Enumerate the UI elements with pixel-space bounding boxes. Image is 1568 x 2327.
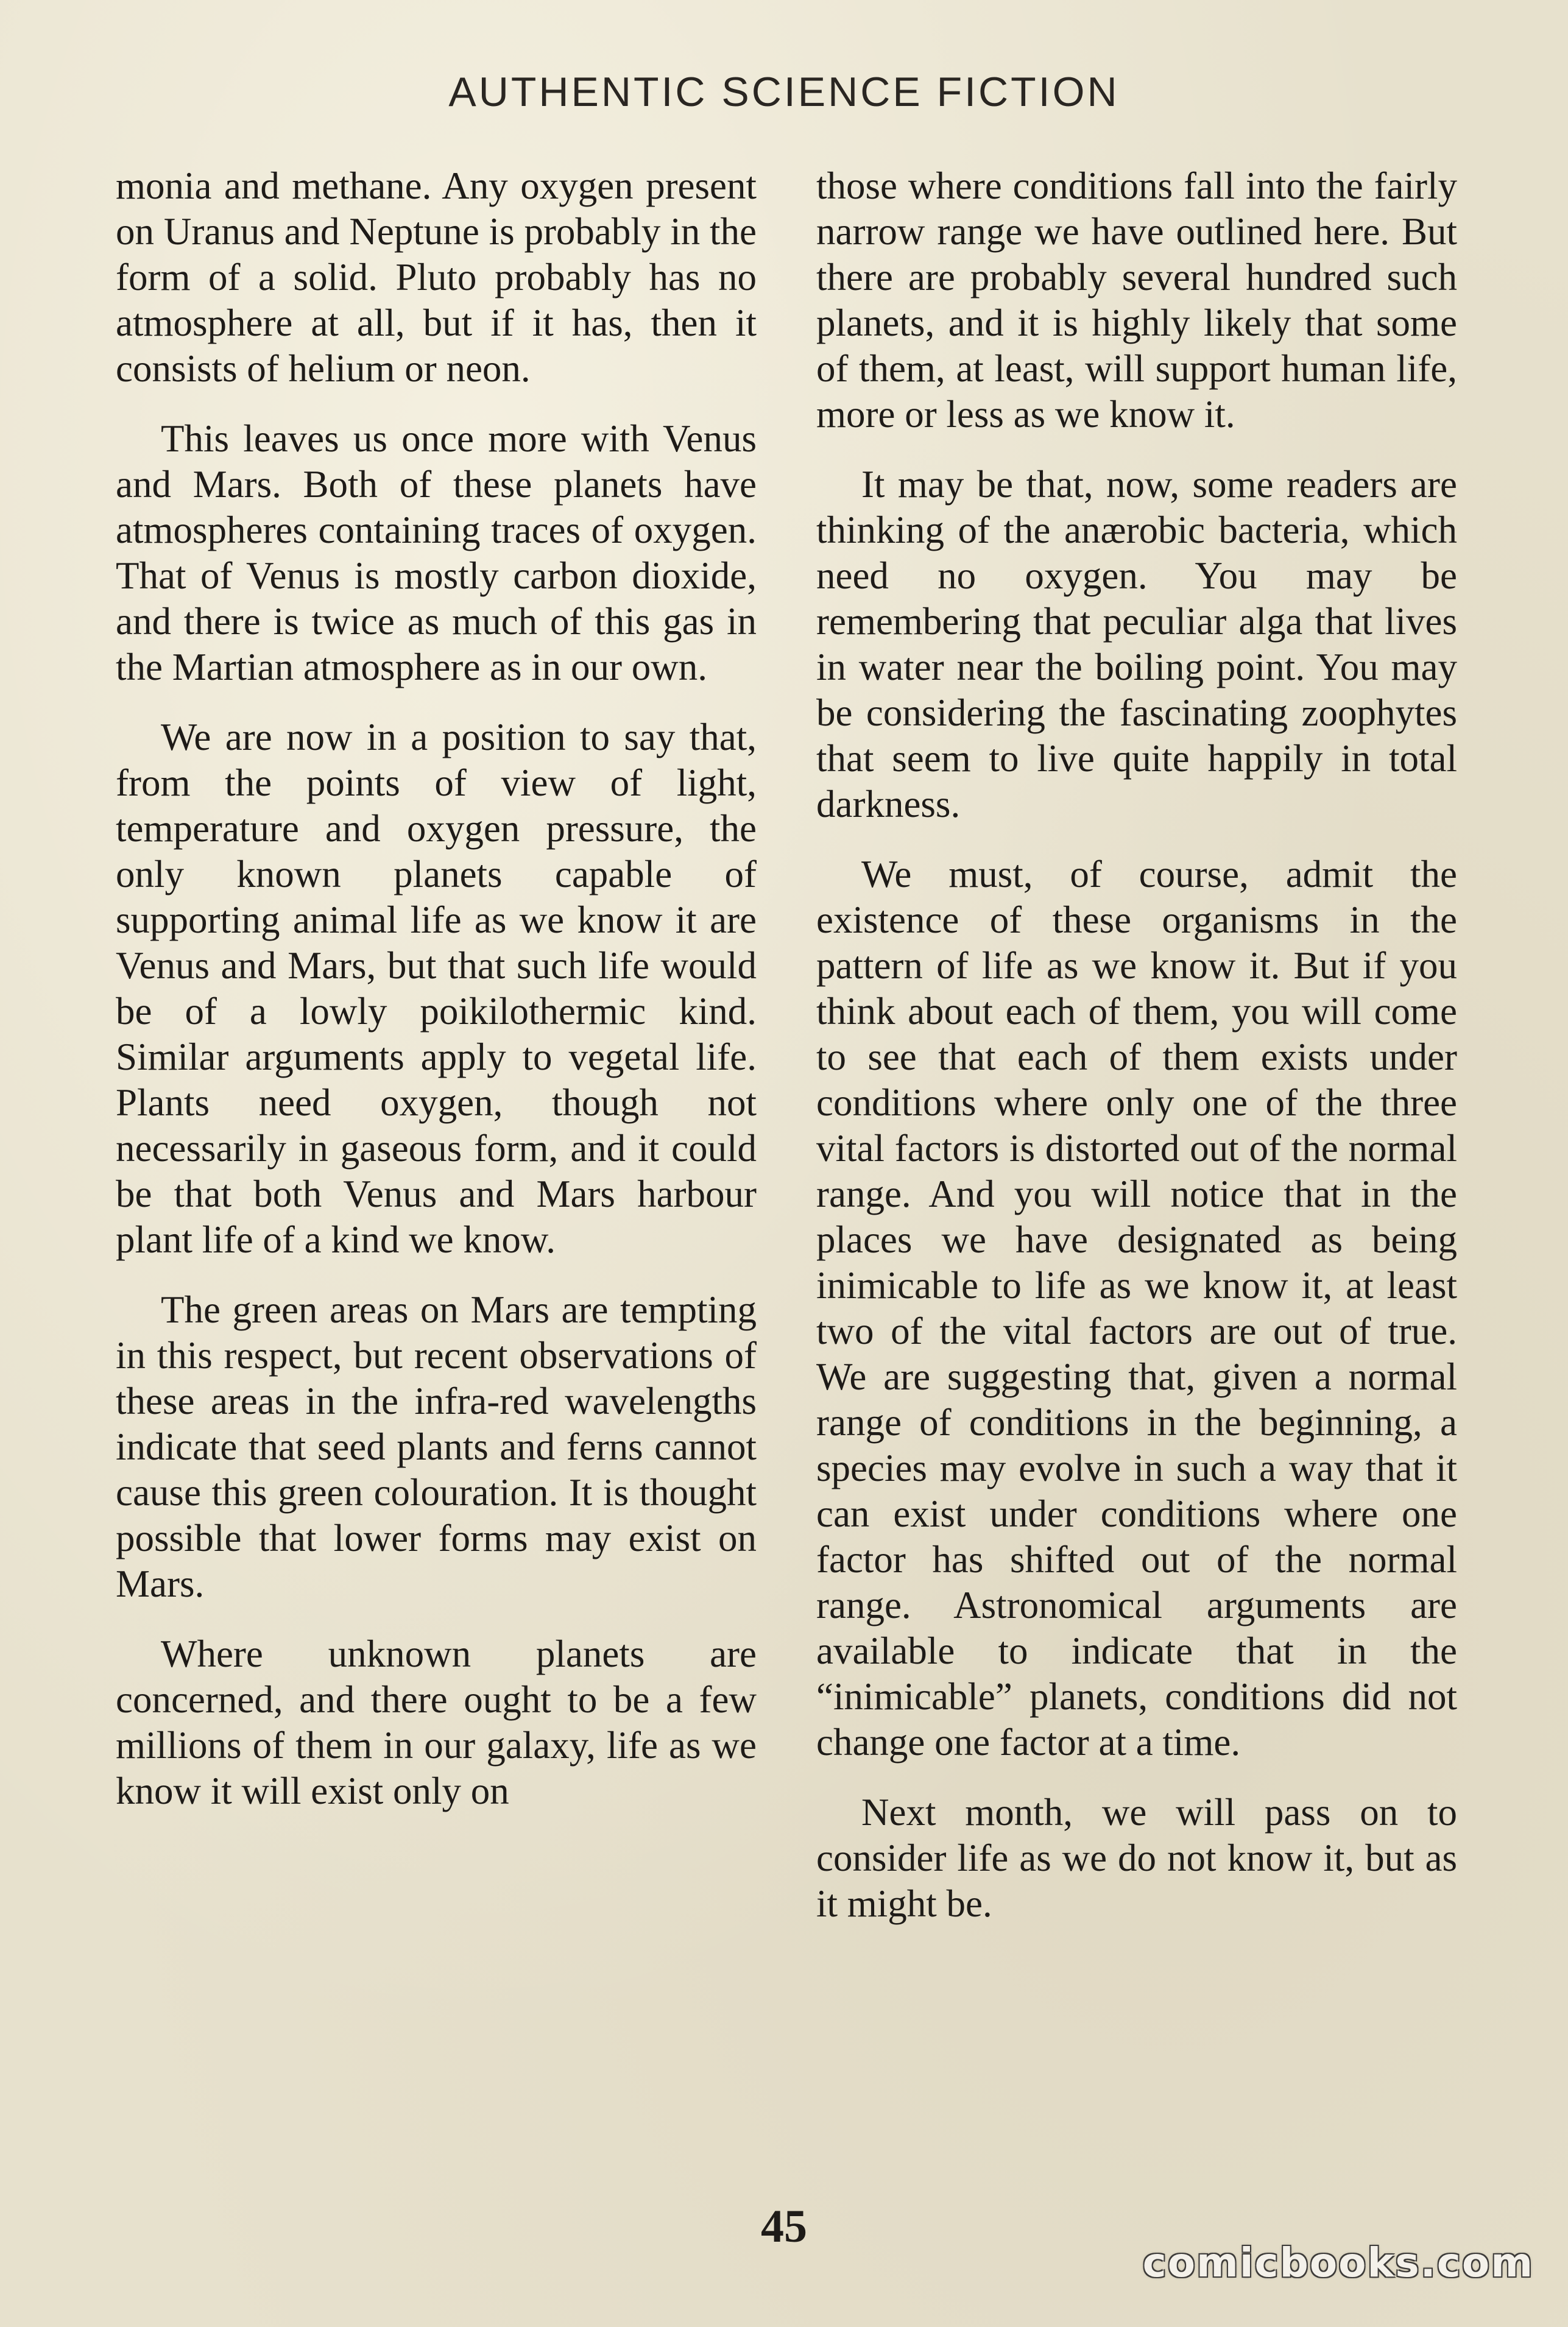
paragraph: those where conditions fall into the fairly narrow range we have outlined here. But there are probably several hundred such planets, and it is highly likely that some of them, at least, will support human life, more or less as we know it.	[816, 164, 1457, 436]
paragraph: We must, of course, admit the existence of these organisms in the pattern of life as we know it. But if you think about each of them, you will come to see that each of them exists under conditions where only one of the three vital factors is distorted out of the normal range. And you will notice that in the places we have designated as being inimicable to life as we know it, at least two of the vital factors are out of true. We are suggesting that, given a normal range of conditions in the beginning, a species may evolve in such a way that it can exist under conditions where one factor has shifted out of the normal range. Astronomical arguments are available to indicate that in the “inimicable” planets, conditions did not change one factor at a time.	[816, 853, 1457, 1764]
page-number: 45	[761, 2201, 807, 2252]
watermark-logo: comicbooks.com	[1142, 2239, 1534, 2286]
paragraph: Where unknown planets are concerned, and there ought to be a few millions of them in our galaxy, life as we know it will exist only on	[116, 1633, 757, 1812]
right-column	[816, 163, 1457, 1951]
paragraph: We are now in a position to say that, from the points of view of light, temperature and oxygen pressure, the only known planets capable of supporting animal life as we know it are Venus and Mars, but that such life would be of a lowly poikilothermic kind. Similar arguments apply to vegetal life. Plants need oxygen, though not necessarily in gaseous form, and it could be that both Venus and Mars harbour plant life of a kind we know.	[116, 716, 757, 1261]
paragraph: Next month, we will pass on to consider life as we do not know it, but as it might be.	[816, 1791, 1457, 1925]
paragraph: This leaves us once more with Venus and Mars. Both of these planets have atmospheres containing traces of oxygen. That of Venus is mostly carbon dioxide, and there is twice as much of this gas in the Martian atmosphere as in our own.	[116, 417, 757, 688]
left-column	[116, 163, 757, 1838]
paragraph: monia and methane. Any oxygen present on Uranus and Neptune is probably in the form of a solid. Pluto probably has no atmosphere at all, but if it has, then it consists of helium or neon.	[116, 164, 757, 390]
running-title: AUTHENTIC SCIENCE FICTION	[448, 69, 1120, 115]
paragraph: It may be that, now, some readers are thinking of the anærobic bacteria, which need no oxygen. You may be remembering that peculiar alga that lives in water near the boiling point. You may be considering the fascinating zoophytes that seem to live quite happily in total darkness.	[816, 463, 1457, 825]
paragraph: The green areas on Mars are tempting in this respect, but recent observations of these areas in the infra-red wavelengths indicate that seed plants and ferns cannot cause this green colouration. It is thought possible that lower forms may exist on Mars.	[116, 1288, 757, 1605]
